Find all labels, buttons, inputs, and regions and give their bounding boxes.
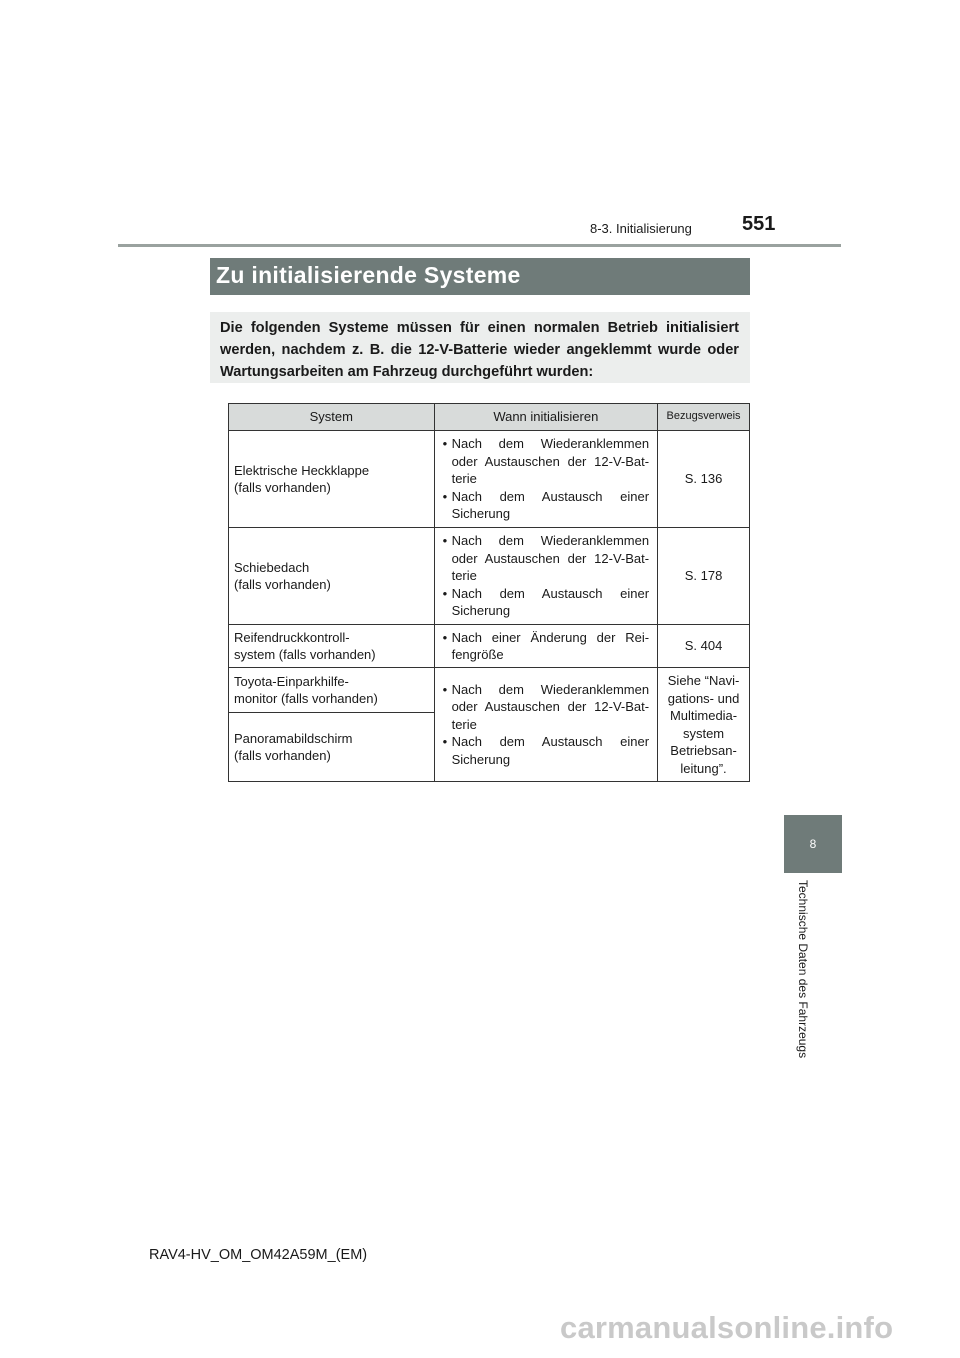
when-cell: [434, 528, 658, 625]
when-cell: [434, 668, 658, 782]
reference-line: Multimedia-: [669, 708, 738, 723]
reference-cell: S. 178: [658, 528, 750, 625]
when-cell: [434, 625, 658, 668]
system-name: Toyota-Einparkhilfe-: [234, 673, 349, 689]
list-item: • Nach dem Austausch einer Sicherung: [442, 585, 650, 619]
system-note: (falls vorhanden): [234, 577, 331, 592]
system-cell: [229, 528, 435, 625]
table-header-row: [229, 404, 750, 431]
list-item: • Nach dem Austausch einer Sicherung: [442, 488, 650, 522]
list-item: • Nach dem Austausch einer Sicherung: [442, 734, 650, 767]
system-name: Reifendruckkontroll-: [234, 629, 350, 645]
systems-table: [228, 403, 750, 782]
table-row: [229, 668, 750, 713]
column-header-system: System: [229, 404, 435, 431]
header-divider: [118, 244, 841, 247]
system-cell: [229, 625, 435, 668]
chapter-label: Technische Daten des Fahrzeugs: [796, 880, 810, 1059]
list-item: • Nach dem Wiederanklemmen oder Austauschen der 12-V-Bat-terie: [442, 436, 650, 487]
document-code: RAV4-HV_OM_OM42A59M_(EM): [149, 1247, 368, 1263]
table-row: [229, 625, 750, 668]
table-row: [229, 431, 750, 528]
reference-line: Betriebsan-: [670, 743, 737, 758]
table-row: [229, 528, 750, 625]
reference-cell: S. 136: [658, 431, 750, 528]
system-note: (falls vorhanden): [234, 748, 331, 763]
reference-line: Siehe “Navi-: [667, 673, 740, 688]
page-number: 551: [742, 213, 776, 235]
system-note: system (falls vorhanden): [234, 647, 376, 662]
system-name: Schiebedach: [234, 559, 310, 575]
system-cell: [229, 668, 435, 713]
list-item: • Nach dem Wiederanklemmen oder Austauschen der 12-V-Bat-terie: [442, 533, 650, 584]
reference-line: gations- und: [667, 690, 740, 706]
chapter-tab: 8: [784, 815, 842, 873]
reference-cell: S. 404: [658, 625, 750, 668]
when-cell: [434, 431, 658, 528]
reference-cell: [658, 668, 750, 782]
reference-line: system: [682, 725, 725, 741]
system-cell: [229, 431, 435, 528]
system-note: (falls vorhanden): [234, 480, 331, 495]
system-name: Elektrische Heckklappe: [234, 462, 370, 478]
system-note: monitor (falls vorhanden): [234, 691, 378, 706]
system-cell: [229, 713, 435, 782]
watermark: carmanualsonline.info: [560, 1310, 894, 1345]
reference-line: leitung”.: [680, 760, 727, 776]
intro-text: Die folgenden Systeme müssen für einen normalen Betrieb initialisiert werden, nachdem z. B. die 12-V-Batterie wieder angeklemmt wurde oder Wartungsarbeiten am Fahrzeug durchgeführt wurden:: [210, 312, 750, 383]
list-item: • Nach dem Wiederanklemmen oder Austauschen der 12-V-Bat-terie: [442, 681, 650, 732]
list-item: • Nach einer Änderung der Rei-fengröße: [442, 629, 650, 662]
column-header-reference: Bezugsverweis: [658, 404, 750, 431]
system-name: Panoramabildschirm: [234, 730, 353, 746]
section-title: Zu initialisierende Systeme: [210, 258, 750, 295]
column-header-when: Wann initialisieren: [434, 404, 658, 431]
section-reference: 8-3. Initialisierung: [590, 221, 692, 236]
